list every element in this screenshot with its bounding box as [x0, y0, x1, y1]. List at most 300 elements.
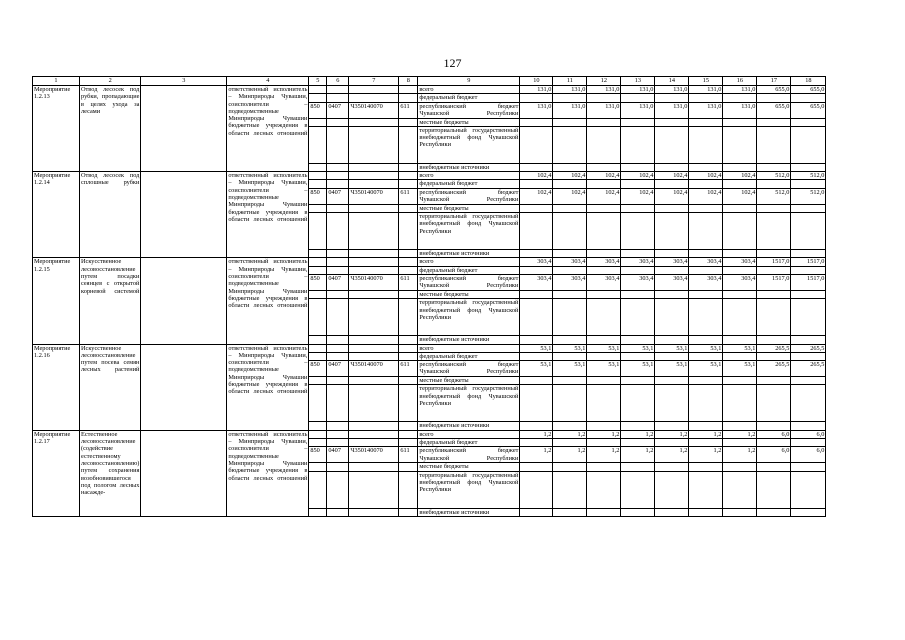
code-empty [349, 344, 399, 352]
amount-cell [553, 204, 587, 212]
funding-source: внебюджетные источники [418, 163, 520, 171]
amount-cell: 53,1 [655, 344, 689, 352]
amount-cell [520, 439, 553, 447]
amount-cell [587, 118, 621, 126]
code-empty [399, 250, 418, 258]
code-empty [309, 290, 327, 298]
code-empty [349, 471, 399, 508]
code-type: 611 [399, 274, 418, 290]
amount-cell [587, 377, 621, 385]
amount-cell: 303,4 [689, 258, 723, 266]
amount-cell [587, 422, 621, 430]
amount-cell: 1,2 [689, 430, 723, 438]
amount-cell [723, 439, 757, 447]
code-section: 0407 [327, 188, 349, 204]
amount-cell: 53,1 [621, 361, 655, 377]
amount-cell [689, 118, 723, 126]
amount-cell [791, 118, 826, 126]
header-cell: 2 [80, 77, 141, 86]
event-name: Отвод лесосек под рубки, пропадающие в целях ухода за лесами [80, 86, 141, 172]
amount-cell: 102,4 [587, 172, 621, 180]
amount-cell [587, 204, 621, 212]
amount-cell [723, 126, 757, 163]
amount-cell [757, 471, 791, 508]
amount-cell [791, 377, 826, 385]
amount-cell [689, 299, 723, 336]
amount-cell [723, 94, 757, 102]
amount-cell [791, 266, 826, 274]
amount-cell: 512,0 [757, 172, 791, 180]
amount-cell [689, 422, 723, 430]
amount-cell [689, 439, 723, 447]
code-empty [399, 204, 418, 212]
amount-cell [655, 385, 689, 422]
amount-cell: 1,2 [655, 447, 689, 463]
amount-cell [520, 463, 553, 471]
amount-cell [621, 250, 655, 258]
empty-cell [141, 172, 227, 258]
amount-cell [757, 422, 791, 430]
amount-cell: 131,0 [689, 102, 723, 118]
amount-cell [621, 126, 655, 163]
code-empty [327, 180, 349, 188]
code-empty [309, 430, 327, 438]
code-empty [399, 336, 418, 344]
amount-cell [621, 163, 655, 171]
amount-cell [655, 439, 689, 447]
code-empty [327, 163, 349, 171]
code-empty [309, 463, 327, 471]
funding-source: федеральный бюджет [418, 439, 520, 447]
amount-cell [587, 463, 621, 471]
event-name: Искусственное лесовосстановление путем посева семян лесных растений [80, 344, 141, 430]
amount-cell [689, 385, 723, 422]
amount-cell [621, 290, 655, 298]
amount-cell: 265,5 [791, 361, 826, 377]
amount-cell [723, 336, 757, 344]
amount-cell [621, 94, 655, 102]
event-id: Мероприятие 1.2.15 [33, 258, 80, 344]
amount-cell: 303,4 [587, 274, 621, 290]
amount-cell: 131,0 [621, 86, 655, 94]
amount-cell [791, 352, 826, 360]
amount-cell [723, 299, 757, 336]
code-empty [349, 86, 399, 94]
header-cell: 7 [349, 77, 399, 86]
amount-cell [791, 204, 826, 212]
amount-cell [587, 508, 621, 516]
amount-cell: 131,0 [689, 86, 723, 94]
code-target: Ч350140070 [349, 102, 399, 118]
amount-cell [689, 204, 723, 212]
amount-cell: 1,2 [621, 447, 655, 463]
amount-cell [757, 463, 791, 471]
page-number: 127 [443, 56, 462, 70]
amount-cell [553, 266, 587, 274]
code-empty [309, 163, 327, 171]
amount-cell: 102,4 [621, 172, 655, 180]
code-empty [309, 250, 327, 258]
code-empty [349, 180, 399, 188]
event-name: Искусственное лесовосстановление путем посадки сеянцев с открытой корневой системой [80, 258, 141, 344]
amount-cell: 303,4 [520, 274, 553, 290]
amount-cell [655, 180, 689, 188]
amount-cell: 265,5 [757, 361, 791, 377]
code-empty [399, 508, 418, 516]
table-row [33, 258, 826, 266]
code-empty [349, 118, 399, 126]
amount-cell: 1517,0 [791, 258, 826, 266]
code-empty [327, 86, 349, 94]
amount-cell: 1,2 [723, 447, 757, 463]
code-empty [327, 266, 349, 274]
amount-cell [791, 213, 826, 250]
header-cell: 4 [227, 77, 309, 86]
amount-cell: 131,0 [520, 102, 553, 118]
amount-cell [723, 180, 757, 188]
code-empty [327, 439, 349, 447]
header-cell: 13 [621, 77, 655, 86]
code-empty [309, 258, 327, 266]
funding-source: республиканский бюджет Чувашской Республики [419, 188, 519, 204]
amount-cell [520, 204, 553, 212]
code-target: Ч350140070 [349, 447, 399, 463]
amount-cell [520, 377, 553, 385]
amount-cell: 512,0 [791, 172, 826, 180]
amount-cell [520, 471, 553, 508]
amount-cell: 53,1 [520, 361, 553, 377]
amount-cell [791, 508, 826, 516]
amount-cell [520, 422, 553, 430]
amount-cell [757, 94, 791, 102]
code-empty [349, 385, 399, 422]
code-empty [399, 439, 418, 447]
amount-cell: 53,1 [723, 344, 757, 352]
amount-cell: 1,2 [520, 447, 553, 463]
amount-cell: 6,0 [791, 447, 826, 463]
table-row [33, 172, 826, 180]
amount-cell [689, 126, 723, 163]
amount-cell: 131,0 [520, 86, 553, 94]
code-empty [349, 126, 399, 163]
code-empty [327, 344, 349, 352]
amount-cell [553, 471, 587, 508]
amount-cell: 131,0 [655, 86, 689, 94]
amount-cell [757, 266, 791, 274]
empty-cell [141, 86, 227, 172]
code-empty [399, 344, 418, 352]
funding-source: внебюджетные источники [418, 336, 520, 344]
amount-cell [655, 471, 689, 508]
funding-source: республиканский бюджет Чувашской Республики [419, 447, 519, 462]
amount-cell: 1517,0 [791, 274, 826, 290]
code-empty [309, 385, 327, 422]
funding-source: территориальный государственный внебюджетный фонд Чувашской Республики [418, 126, 520, 163]
funding-source: внебюджетные источники [418, 250, 520, 258]
code-empty [349, 258, 399, 266]
amount-cell: 53,1 [553, 344, 587, 352]
code-empty [327, 258, 349, 266]
amount-cell [723, 213, 757, 250]
code-empty [399, 463, 418, 471]
code-type: 611 [399, 102, 418, 118]
code-empty [399, 385, 418, 422]
code-grbs: 850 [309, 447, 327, 463]
amount-cell [791, 163, 826, 171]
code-empty [327, 385, 349, 422]
code-empty [327, 118, 349, 126]
amount-cell: 1,2 [520, 430, 553, 438]
amount-cell: 102,4 [621, 188, 655, 204]
amount-cell: 102,4 [520, 188, 553, 204]
amount-cell [520, 213, 553, 250]
funding-source: местные бюджеты [418, 377, 520, 385]
funding-source: территориальный государственный внебюджетный фонд Чувашской Республики [418, 471, 520, 508]
code-empty [399, 94, 418, 102]
amount-cell: 1,2 [689, 447, 723, 463]
code-empty [309, 299, 327, 336]
amount-cell: 131,0 [655, 102, 689, 118]
amount-cell [587, 266, 621, 274]
code-empty [349, 213, 399, 250]
amount-cell: 1,2 [553, 430, 587, 438]
amount-cell [791, 94, 826, 102]
amount-cell [655, 508, 689, 516]
code-empty [327, 430, 349, 438]
table-row [33, 344, 826, 352]
amount-cell [791, 180, 826, 188]
amount-cell: 265,5 [791, 344, 826, 352]
table-row [33, 430, 826, 438]
code-empty [327, 422, 349, 430]
amount-cell: 131,0 [723, 86, 757, 94]
amount-cell [689, 250, 723, 258]
amount-cell [723, 377, 757, 385]
code-empty [399, 471, 418, 508]
amount-cell [587, 299, 621, 336]
code-empty [399, 422, 418, 430]
amount-cell [791, 290, 826, 298]
amount-cell [587, 385, 621, 422]
header-cell: 14 [655, 77, 689, 86]
code-empty [349, 299, 399, 336]
funding-source: республиканский бюджет Чувашской Республики [419, 102, 519, 117]
event-name: Естественное лесовосстановление (содействие естественному лесовосстановлению) путем сохранения возобновившегося под пологом лесных насажде- [80, 430, 141, 516]
amount-cell [587, 163, 621, 171]
code-empty [327, 336, 349, 344]
code-empty [349, 377, 399, 385]
amount-cell [757, 377, 791, 385]
amount-cell [621, 180, 655, 188]
amount-cell [757, 126, 791, 163]
funding-source: республиканский бюджет Чувашской Республики [419, 361, 519, 376]
amount-cell: 1,2 [587, 447, 621, 463]
amount-cell [553, 336, 587, 344]
amount-cell: 131,0 [723, 102, 757, 118]
code-empty [399, 126, 418, 163]
code-empty [309, 471, 327, 508]
funding-source: территориальный государственный внебюджетный фонд Чувашской Республики [418, 385, 520, 422]
amount-cell [723, 204, 757, 212]
code-empty [349, 463, 399, 471]
amount-cell [757, 439, 791, 447]
amount-cell [655, 290, 689, 298]
responsible-executor: ответственный исполнитель – Минприроды Чувашии, соисполнители – подведомственные Минприроды Чувашии бюджетные учреждения в области лесных отношений [227, 172, 309, 258]
amount-cell: 303,4 [723, 258, 757, 266]
amount-cell [553, 439, 587, 447]
amount-cell [553, 94, 587, 102]
amount-cell [587, 352, 621, 360]
code-empty [309, 377, 327, 385]
amount-cell: 655,0 [757, 86, 791, 94]
code-target: Ч350140070 [349, 188, 399, 204]
amount-cell: 265,5 [757, 344, 791, 352]
amount-cell: 131,0 [621, 102, 655, 118]
amount-cell [520, 299, 553, 336]
code-empty [309, 118, 327, 126]
code-empty [349, 439, 399, 447]
code-target: Ч350140070 [349, 361, 399, 377]
code-empty [399, 258, 418, 266]
amount-cell [689, 290, 723, 298]
amount-cell [621, 299, 655, 336]
amount-cell: 6,0 [791, 430, 826, 438]
code-empty [309, 344, 327, 352]
amount-cell [757, 352, 791, 360]
amount-cell [757, 118, 791, 126]
amount-cell [757, 204, 791, 212]
code-empty [399, 352, 418, 360]
code-empty [327, 213, 349, 250]
amount-cell [655, 213, 689, 250]
amount-cell [757, 336, 791, 344]
amount-cell: 1517,0 [757, 274, 791, 290]
responsible-executor: ответственный исполнитель – Минприроды Чувашии, соисполнители – подведомственные Минприроды Чувашии бюджетные учреждения в области лесных отношений [227, 86, 309, 172]
code-empty [349, 250, 399, 258]
header-cell: 10 [520, 77, 553, 86]
code-empty [399, 118, 418, 126]
funding-source: федеральный бюджет [418, 94, 520, 102]
code-empty [349, 204, 399, 212]
code-empty [327, 471, 349, 508]
code-type: 611 [399, 361, 418, 377]
amount-cell [520, 250, 553, 258]
code-empty [349, 422, 399, 430]
amount-cell [553, 213, 587, 250]
code-type: 611 [399, 447, 418, 463]
amount-cell: 303,4 [655, 258, 689, 266]
amount-cell: 303,4 [621, 274, 655, 290]
amount-cell [757, 213, 791, 250]
amount-cell [520, 163, 553, 171]
amount-cell [520, 266, 553, 274]
amount-cell [621, 508, 655, 516]
amount-cell [791, 439, 826, 447]
amount-cell [520, 126, 553, 163]
event-id: Мероприятие 1.2.14 [33, 172, 80, 258]
code-empty [309, 94, 327, 102]
amount-cell: 131,0 [553, 86, 587, 94]
header-cell: 18 [791, 77, 826, 86]
amount-cell: 53,1 [587, 361, 621, 377]
amount-cell [757, 250, 791, 258]
amount-cell [655, 266, 689, 274]
amount-cell: 1,2 [655, 430, 689, 438]
amount-cell [655, 463, 689, 471]
code-empty [399, 213, 418, 250]
amount-cell: 53,1 [723, 361, 757, 377]
code-empty [399, 290, 418, 298]
empty-cell [141, 258, 227, 344]
event-name: Отвод лесосек под сплошные рубки [80, 172, 141, 258]
amount-cell [655, 126, 689, 163]
code-section: 0407 [327, 447, 349, 463]
code-empty [309, 86, 327, 94]
amount-cell [621, 439, 655, 447]
code-grbs: 850 [309, 188, 327, 204]
responsible-executor: ответственный исполнитель – Минприроды Чувашии, соисполнители – подведомственные Минприроды Чувашии бюджетные учреждения в области лесных отношений [227, 344, 309, 430]
amount-cell [791, 422, 826, 430]
amount-cell [689, 336, 723, 344]
code-empty [349, 163, 399, 171]
amount-cell [689, 508, 723, 516]
amount-cell: 53,1 [621, 344, 655, 352]
funding-source: местные бюджеты [418, 204, 520, 212]
amount-cell: 1,2 [621, 430, 655, 438]
header-cell: 5 [309, 77, 327, 86]
amount-cell [520, 118, 553, 126]
amount-cell: 303,4 [655, 274, 689, 290]
code-empty [327, 299, 349, 336]
amount-cell [655, 299, 689, 336]
amount-cell [553, 463, 587, 471]
amount-cell [655, 118, 689, 126]
amount-cell [723, 385, 757, 422]
amount-cell [723, 463, 757, 471]
code-section: 0407 [327, 361, 349, 377]
amount-cell: 53,1 [553, 361, 587, 377]
code-empty [327, 352, 349, 360]
amount-cell: 102,4 [655, 188, 689, 204]
amount-cell: 102,4 [553, 188, 587, 204]
amount-cell [520, 508, 553, 516]
code-empty [309, 508, 327, 516]
responsible-executor: ответственный исполнитель – Минприроды Чувашии, соисполнители – подведомственные Минприроды Чувашии бюджетные учреждения в области лесных отношений [227, 430, 309, 516]
amount-cell [553, 126, 587, 163]
amount-cell: 131,0 [587, 102, 621, 118]
amount-cell: 303,4 [553, 274, 587, 290]
code-empty [349, 266, 399, 274]
amount-cell [520, 385, 553, 422]
amount-cell: 303,4 [553, 258, 587, 266]
amount-cell [621, 377, 655, 385]
amount-cell: 6,0 [757, 447, 791, 463]
header-cell: 17 [757, 77, 791, 86]
amount-cell [587, 213, 621, 250]
header-cell: 1 [33, 77, 80, 86]
amount-cell: 102,4 [723, 188, 757, 204]
amount-cell: 303,4 [520, 258, 553, 266]
amount-cell [757, 385, 791, 422]
amount-cell [621, 471, 655, 508]
amount-cell: 53,1 [655, 361, 689, 377]
amount-cell [689, 377, 723, 385]
amount-cell [587, 94, 621, 102]
funding-source: внебюджетные источники [418, 422, 520, 430]
header-row [33, 77, 826, 86]
funding-source: внебюджетные источники [418, 508, 520, 516]
amount-cell [723, 508, 757, 516]
